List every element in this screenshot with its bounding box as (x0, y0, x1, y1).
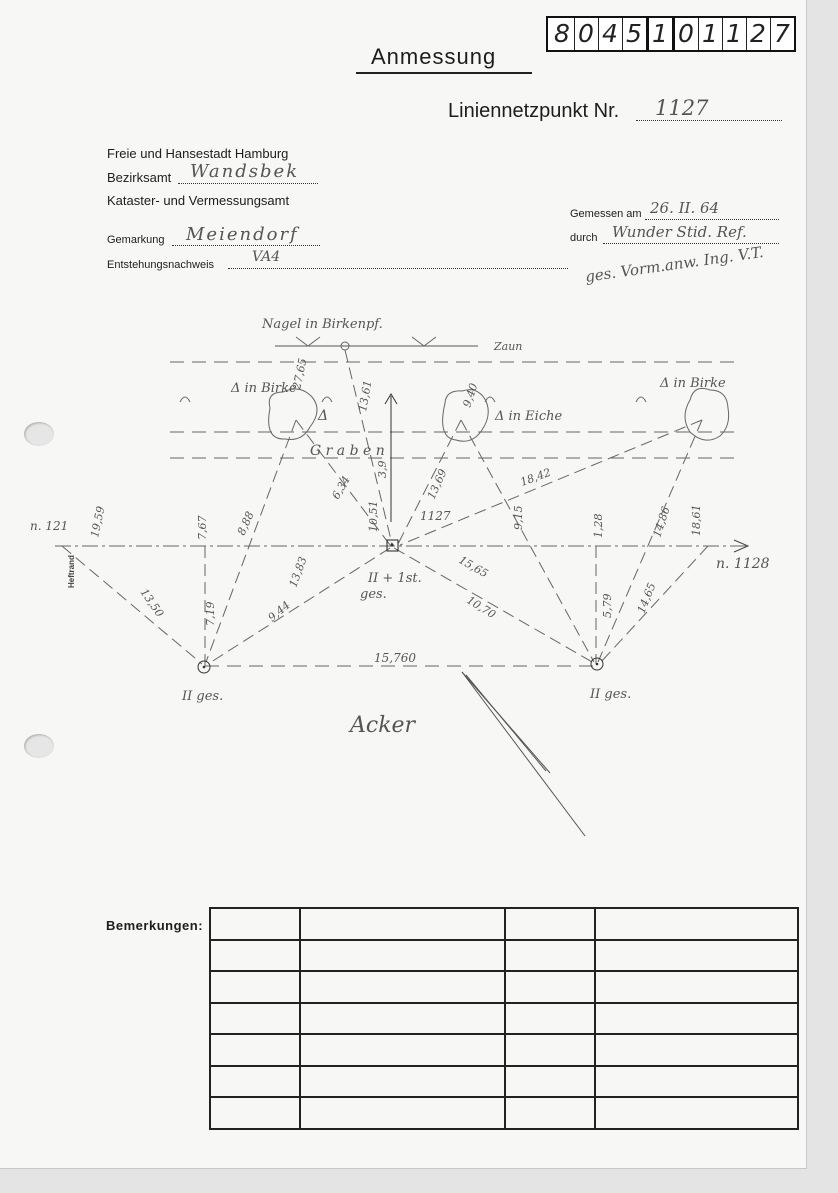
id-digit: 1 (652, 19, 668, 48)
bezirk-label: Bezirksamt (107, 170, 172, 185)
table-row (210, 908, 798, 940)
bezirk-value: Wandsbek (190, 161, 300, 182)
table-cell[interactable] (210, 1003, 300, 1035)
center-note-2: ges. (360, 587, 387, 602)
table-cell[interactable] (210, 971, 300, 1003)
point-number-sketch: 1127 (420, 509, 451, 523)
table-cell[interactable] (300, 1097, 505, 1129)
measurement-label: 9,40 (460, 381, 481, 409)
measurement-label: 7,67 (196, 515, 209, 540)
measurement-note: ges. Vorm.anw. Ing. V.T. (584, 242, 765, 286)
triangle-marker: Δ (318, 408, 329, 424)
measurement-label: 13,83 (286, 554, 310, 590)
measurement-label: 18,42 (518, 465, 553, 489)
remarks-table (209, 907, 799, 1130)
table-cell[interactable] (300, 971, 505, 1003)
table-cell[interactable] (210, 908, 300, 940)
center-note-1: II + 1st. (368, 571, 422, 586)
authority-office: Kataster- und Vermessungsamt (107, 193, 290, 208)
nachweis-value: VA4 (252, 249, 281, 265)
nachweis-label: Entstehungsnachweis (107, 259, 215, 271)
measurement-label: 5,79 (601, 593, 614, 618)
measurement-label: 19,59 (88, 505, 108, 539)
durch-value: Wunder Stid. Ref. (612, 223, 747, 241)
table-cell[interactable] (595, 1034, 798, 1066)
measurement-label: 1,28 (592, 513, 605, 538)
table-cell[interactable] (505, 908, 595, 940)
gemessen-label: Gemessen am (570, 208, 642, 220)
id-digit: 5 (626, 19, 642, 48)
measurement-label: 15,65 (456, 553, 491, 581)
table-row (210, 1034, 798, 1066)
point-number-value: 1127 (655, 96, 709, 120)
table-cell[interactable] (505, 1066, 595, 1098)
table-cell[interactable] (300, 1066, 505, 1098)
measurement-label: 15,760 (374, 651, 416, 665)
heftrand-label: Heftrand (67, 555, 76, 588)
birke-left-label: Δ in Birke (231, 381, 297, 396)
measurement-label: 14,65 (634, 581, 659, 616)
measurement-label: 13,50 (137, 586, 167, 620)
table-cell[interactable] (505, 1034, 595, 1066)
measurement-label: 6,34 (329, 473, 353, 502)
table-cell[interactable] (505, 1097, 595, 1129)
id-digit: 1 (702, 19, 718, 48)
gemarkung-label: Gemarkung (107, 234, 165, 246)
n1128-label: n. 1128 (716, 556, 770, 572)
table-cell[interactable] (300, 1003, 505, 1035)
table-cell[interactable] (595, 1066, 798, 1098)
measurement-label: 9,15 (512, 505, 525, 530)
table-cell[interactable] (300, 940, 505, 972)
birke-right-label: Δ in Birke (660, 376, 726, 391)
table-cell[interactable] (505, 971, 595, 1003)
id-digit: 1 (726, 19, 742, 48)
table-cell[interactable] (595, 971, 798, 1003)
measurement-label: 13,61 (356, 379, 375, 413)
nagel-label: Nagel in Birkenpf. (262, 317, 383, 332)
table-cell[interactable] (300, 1034, 505, 1066)
table-cell[interactable] (595, 940, 798, 972)
measurement-label: 14,86 (650, 504, 673, 539)
measurement-label: 7,19 (204, 601, 217, 626)
table-cell[interactable] (595, 1097, 798, 1129)
table-row (210, 1097, 798, 1129)
table-cell[interactable] (595, 1003, 798, 1035)
acker-label: Acker (350, 713, 416, 738)
n121-label: n. 121 (30, 519, 69, 533)
page-title: Anmessung (371, 44, 497, 69)
id-digit: 0 (578, 19, 594, 48)
graben-label: G r a b e n (310, 443, 385, 459)
zaun-label: Zaun (494, 340, 523, 353)
table-row (210, 940, 798, 972)
gemarkung-value: Meiendorf (186, 224, 299, 245)
durch-label: durch (570, 232, 598, 244)
measurement-label: 9,44 (265, 598, 293, 625)
measurement-label: 18,61 (690, 504, 703, 536)
table-cell[interactable] (210, 940, 300, 972)
table-cell[interactable] (505, 1003, 595, 1035)
measurement-label: 8,88 (234, 509, 257, 538)
table-cell[interactable] (210, 1066, 300, 1098)
measurement-label: 27,65 (290, 357, 310, 391)
gemessen-value: 26. II. 64 (650, 199, 720, 217)
id-digit: 8 (554, 19, 570, 48)
right-station-label: II ges. (590, 687, 632, 702)
table-row (210, 1066, 798, 1098)
table-cell[interactable] (210, 1097, 300, 1129)
measurement-label: 10,51 (367, 500, 380, 532)
table-cell[interactable] (300, 908, 505, 940)
authority-city: Freie und Hansestadt Hamburg (107, 146, 289, 161)
eiche-label: Δ in Eiche (495, 409, 563, 424)
table-cell[interactable] (595, 908, 798, 940)
id-digit: 4 (602, 19, 618, 48)
measurement-label: 10,70 (464, 593, 499, 622)
measurement-label: 13,69 (424, 467, 450, 502)
id-digit: 0 (678, 19, 694, 48)
point-number-label: Liniennetzpunkt Nr. (448, 100, 620, 122)
left-station-label: II ges. (182, 689, 224, 704)
table-row (210, 1003, 798, 1035)
remarks-label: Bemerkungen: (106, 918, 204, 933)
id-digit: 7 (774, 19, 790, 48)
table-cell[interactable] (505, 940, 595, 972)
table-cell[interactable] (210, 1034, 300, 1066)
table-row (210, 971, 798, 1003)
id-digit: 2 (750, 19, 766, 48)
measurement-label: 3,9 (376, 460, 389, 478)
